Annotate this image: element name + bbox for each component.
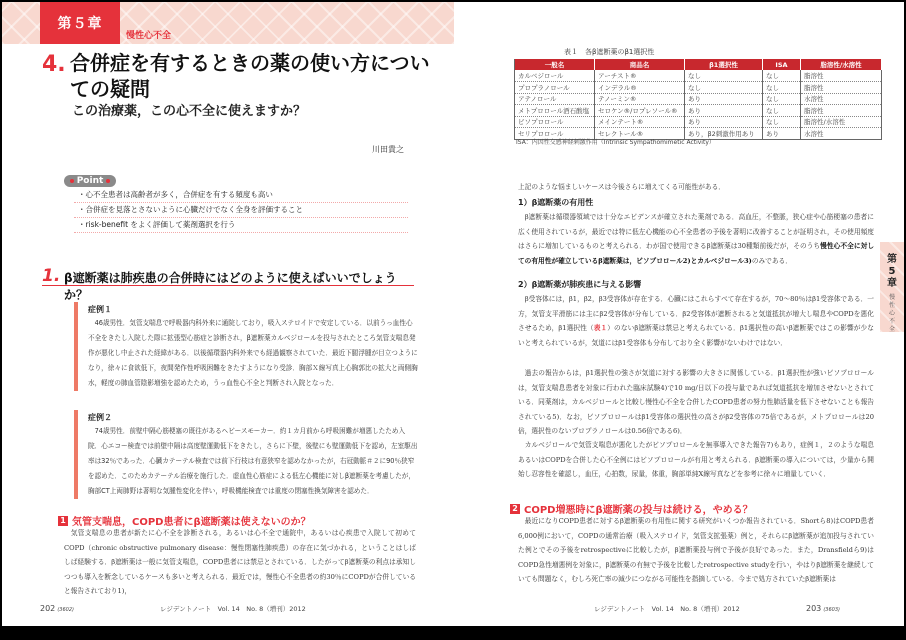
point-item: ・心不全患者は高齢者が多く，合併症を有する頻度も高い: [74, 188, 408, 203]
journal-name: レジデントノート Vol. 14 No. 8（増刊）2012: [160, 605, 306, 613]
case-title: 症例２: [88, 413, 112, 422]
table-cell: アテノロール: [515, 93, 595, 105]
table-cell: メインテート®: [595, 116, 685, 128]
subsection-body: 最近になりCOPD患者に対するβ遮断薬の有用性に関する研究がいくつか報告されている．Shortら8)はCOPD患者6,000例において，COPDの通常治療（吸入ステロイド，気管支拡張薬）例と，それらにβ遮断薬が追加投与されていた例とでその予後をretrospectiveに比較したが，β遮断薬投与例で予後が良好であった．また，Dransfieldら9)はCOPD急性増悪例を対象に，β遮断薬の有無で予後を比較したretrospective studyを行い，やはりβ遮断薬を継続していても問題なく，むしろ死亡率の減少につながる可能性を指摘している．今まで処方されていたβ遮断薬は: [518, 517, 874, 584]
table-cell: あり: [685, 93, 763, 105]
chapter-label: 第５章: [40, 2, 120, 44]
right-footer: [806, 604, 840, 613]
subsection-body: 気管支喘息の患者が新たに心不全を診断される，あるいは心不全で通院中，あるいは心疾患で入院して初めてCOPD（chronic obstructive pulmonary disease：慢性閉塞性肺疾患）の存在に気づかれる，ということはしばしば経験する．β遮断薬は一般に気管支喘息，COPD患者には禁忌とされている．したがってβ遮断薬の利点は承知しつつも導入を断念しているケースも多いと考えられる．最近では，慢性心不全患者の約30％にCOPDが合併していると報告されており1)，: [64, 529, 416, 596]
left-footer: [40, 604, 74, 613]
dot-icon: [106, 179, 110, 183]
paragraph-2b: 過去の報告からは，β1選択性の強さが気道に対する影響の大きさに関係している．β1選択性が強いビソプロロールは，気管支喘息患者を対象に行われた臨床試験4)で10 mg/日以下の投与量であれば気道抵抗を増加させないとされている．同薬剤は，カルベジロールと比較し慢性心不全を合併したCOPD患者の努力性肺活量を低下させないことも報告されている5)．なお，ビソプロロールはβ1受容体の選択性の高さがβ2受容体の75倍であるが，メトプロロールは20倍，選択性のないプロプラノロールは0.56倍である6)．: [518, 369, 874, 436]
table-cell: インデラル®: [595, 82, 685, 94]
paragraph-2a-text: β受容体には，β1，β2，β3受容体が存在する．心臓にはこれらすべて存在するが，70～80％はβ1受容体である．一方，気管支平滑筋には主にβ2受容体が分布している．β2受容体が遮断されると気道抵抗が増大し喘息やCOPDを悪化させるため，β1選択性（: [518, 295, 874, 333]
column-header: 脂溶性/水溶性: [801, 59, 882, 70]
point-badge: [64, 175, 116, 187]
table-row: [515, 70, 882, 82]
author-name: 川田貴之: [372, 145, 404, 154]
table-cell: あり，β2刺激作用あり: [685, 128, 763, 140]
paragraph-2c: カルベジロールで気管支喘息が悪化したがビソプロロールを無事導入できた報告7)もあり，症例１，２のような喘息あるいはCOPDを合併した心不全例にはビソプロロールが有用と考えられる．β遮断薬の導入については，少量から開始し忍容性を確認し，血圧，心拍数，尿量，体重，胸部単純X線写真などを参考に徐々に増量していく．: [518, 441, 874, 479]
subsection-number: 1: [58, 516, 68, 526]
subsection-number: 2: [510, 504, 520, 514]
point-list: [74, 188, 408, 233]
table-cell: 脂溶性: [801, 82, 882, 94]
table-cell: なし: [763, 93, 801, 105]
table-cell: テノーミン®: [595, 93, 685, 105]
page-sub-number: (3602): [57, 607, 74, 613]
table-cell: カルベジロール: [515, 70, 595, 82]
column-header: ISA: [763, 59, 801, 70]
side-tab-chapter: 第5章: [887, 254, 897, 289]
table-reference-link[interactable]: 表１: [593, 324, 608, 333]
table-caption: 表１ 各β遮断薬のβ1選択性: [564, 48, 655, 56]
chapter-header-band: [2, 2, 454, 44]
column-header: 商品名: [595, 59, 685, 70]
point-item: ・合併症を見落とさないように心臓だけでなく全身を評価すること: [74, 203, 408, 218]
table-cell: なし: [763, 105, 801, 117]
intro-text: 上記のような悩ましいケースは今後さらに増えてくる可能性がある．: [518, 183, 725, 191]
case-body: 74歳男性．前壁中隔心筋梗塞の既往があるヘビースモーカー．約１カ月前から呼吸困難が増悪したため入院．心エコー検査では前壁中隔は高度壁運動低下をきたし，さらに下壁，後壁にも壁運動低下を認め，左室駆出率は32％であった．心臓カテーテル検査では前下行枝は有意狭窄を認めなかったが，右冠動脈＃２に90％狭窄を認めた．このためカテーテル治療を施行した．虚血性心筋症による低左心機能に対しβ遮断薬を考慮したが，胸部CT上両肺野は著明な気腫性変化を伴い，呼吸機能検査では重度の閉塞性換気障害を認めた．: [88, 427, 418, 495]
point-label: Point: [76, 176, 104, 186]
table-cell: あり: [685, 105, 763, 117]
page-number: 202: [40, 604, 56, 613]
point-item: ・risk-benefit をよく評価して薬剤選択を行う: [74, 218, 408, 233]
table-row: [515, 116, 882, 128]
paragraph-1-end: のみである．: [751, 256, 792, 265]
paragraph-2a-end: ）のないβ遮断薬は禁忌と考えられている．β1選択性の高いβ遮断薬ではこの影響が少ないと考えられているが，気道にはβ1受容体も分布しており全く影響がないわけではない．: [518, 324, 874, 347]
table-row: [515, 93, 882, 105]
magazine-spread: [2, 2, 904, 626]
paragraph-1: [518, 210, 874, 268]
selectivity-table: [514, 59, 882, 140]
table-cell: メトプロロール酒石酸塩: [515, 105, 595, 117]
table-cell: なし: [763, 82, 801, 94]
page-number: 203: [806, 604, 822, 613]
table-cell: セリプロロール: [515, 128, 595, 140]
case-1-box: [74, 302, 418, 391]
section-title: β遮断薬は肺疾患の合併時にはどのように使えばいいでしょうか？: [64, 271, 397, 302]
table-cell: 脂溶性: [801, 105, 882, 117]
table-cell: セロケン®/ロプレソール®: [595, 105, 685, 117]
table-cell: 水溶性: [801, 93, 882, 105]
table-cell: あり: [685, 116, 763, 128]
table-cell: あり: [763, 128, 801, 140]
table-cell: セレクトール®: [595, 128, 685, 140]
table-cell: アーチスト®: [595, 70, 685, 82]
subsection-title: 気管支喘息，COPD患者にβ遮断薬は使えないのか？: [72, 517, 311, 528]
paragraph-2a: [518, 292, 874, 350]
page-sub-number: (3603): [823, 607, 840, 613]
article-number: 4.: [42, 52, 66, 77]
table-cell: なし: [763, 116, 801, 128]
table-cell: なし: [685, 82, 763, 94]
table-row: [515, 82, 882, 94]
side-tab-subtitle: 慢性心不全: [888, 294, 895, 333]
heading-2: 2）β遮断薬が肺疾患に与える影響: [518, 280, 642, 289]
chapter-subtitle: 慢性心不全: [126, 31, 172, 41]
subsection-title: COPD増悪時にβ遮断薬の投与は続ける，やめる？: [524, 505, 753, 516]
paragraph-1-text: β遮断薬は循環器領域では十分なエビデンスが確立された薬剤である．高血圧，不整脈，狭心症や心筋梗塞の患者に広く使用されているが，最近では特に低左心機能の心不全患者の予後を著明に改善することが証明され，その使用頻度はさらに増加しているものと考えられる．わが国で使用できるβ遮断薬は30種類前後だが，そのうち: [518, 213, 874, 251]
right-page: [454, 2, 904, 626]
table-row: [515, 105, 882, 117]
column-header: 一般名: [515, 59, 595, 70]
dot-icon: [70, 179, 74, 183]
journal-name: レジデントノート Vol. 14 No. 8（増刊）2012: [594, 605, 740, 613]
article-title-text: 合併症を有するときの薬の使い方についての疑問: [70, 51, 430, 101]
table-cell: 脂溶性/水溶性: [801, 116, 882, 128]
case-title: 症例１: [88, 305, 112, 314]
article-subtitle: この治療薬，この心不全に使えますか？: [72, 104, 307, 119]
table-cell: なし: [763, 70, 801, 82]
heading-1: 1）β遮断薬の有用性: [518, 198, 594, 207]
table-header-row: [515, 59, 882, 70]
table-cell: プロプラノロール: [515, 82, 595, 94]
left-page: [2, 2, 454, 626]
column-header: β1選択性: [685, 59, 763, 70]
table-cell: 水溶性: [801, 128, 882, 140]
table-cell: 脂溶性: [801, 70, 882, 82]
table-cell: ビソプロロール: [515, 116, 595, 128]
section-heading: [42, 266, 414, 302]
case-2-box: [74, 410, 418, 499]
case-body: 46歳男性．気管支喘息で呼吸器内科外来に通院しており，吸入ステロイドで安定している．以前うっ血性心不全をきたし入院した際に拡張型心筋症と診断され，β遮断薬カルベジロールを投与されたところ気管支喘息発作が悪化し中止された経緯がある．以後循環器内科外来でも経過観察されていた．最近下腿浮腫が目立つようになり，徐々に食欲低下，夜間発作性呼吸困難をきたすようになり受診．胸部Ｘ線写真上心胸郭比の拡大と両側胸水，軽度の肺血管陰影増強を認めたため，うっ血性心不全と判断され入院となった．: [88, 319, 418, 387]
section-number: 1.: [42, 266, 61, 286]
table-cell: なし: [685, 70, 763, 82]
table-note: ISA：内因性交感神経刺激作用（Intrinsic Sympathomimetic Activity）: [516, 139, 715, 146]
paragraph-1-emphasis: 慢性心不全に対しての有用性が確立しているβ遮断薬は，ビソプロロール2)とカルベジロール3): [518, 242, 875, 265]
